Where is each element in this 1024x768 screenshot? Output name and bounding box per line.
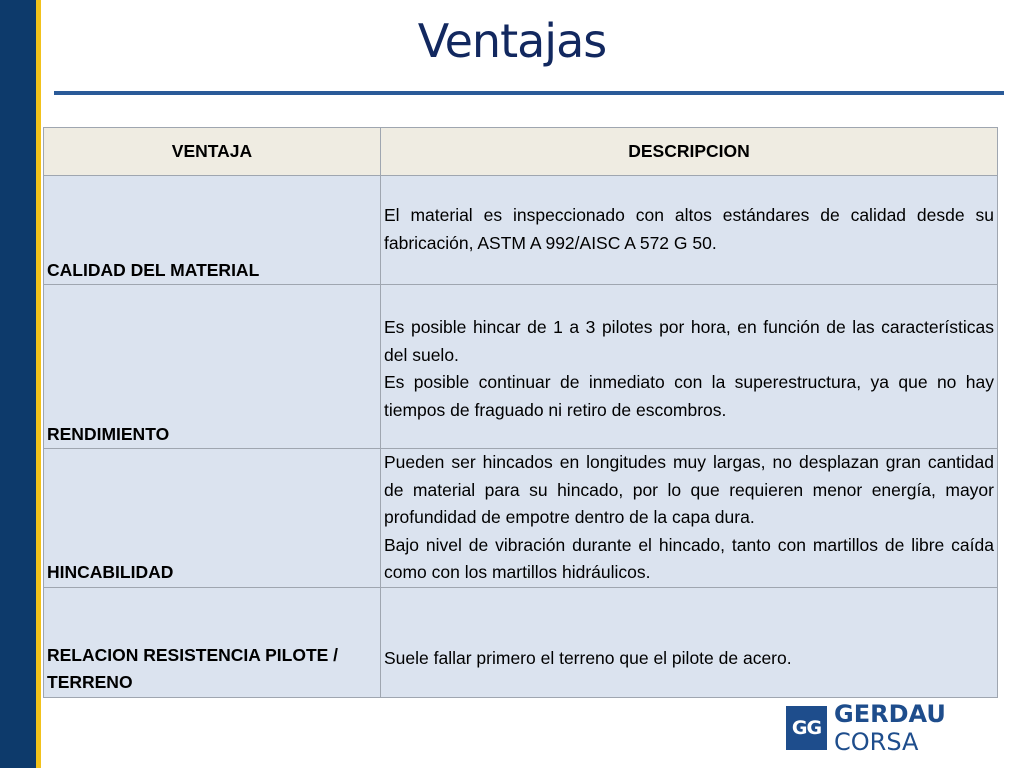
table-row <box>44 449 998 588</box>
header-descripcion: DESCRIPCION <box>381 128 998 176</box>
row-descripcion <box>381 449 998 588</box>
row-descripcion <box>381 176 998 285</box>
slide-title: Ventajas <box>417 14 607 68</box>
table-header-row <box>44 128 998 176</box>
logo-wordmark <box>834 700 1024 756</box>
advantages-table <box>43 127 998 698</box>
logo-brand-bold: GERDAU <box>834 700 946 728</box>
left-sidebar-bar <box>0 0 36 768</box>
table-row <box>44 285 998 449</box>
logo-brand-light: CORSA <box>834 728 919 756</box>
left-accent-stripe <box>36 0 41 768</box>
row-descripcion <box>381 285 998 449</box>
description-paragraph: El material es inspeccionado con altos estándares de calidad desde su fabricación, ASTM A 992/AISC A 572 G 50. <box>384 205 994 253</box>
gerdau-corsa-logo <box>786 700 1024 756</box>
row-ventaja: RENDIMIENTO <box>44 285 381 449</box>
title-underline <box>54 91 1004 95</box>
description-paragraph: Es posible continuar de inmediato con la superestructura, ya que no hay tiempos de fraguado ni retiro de escombros. <box>384 372 994 420</box>
description-paragraph: Pueden ser hincados en longitudes muy largas, no desplazan gran cantidad de material para su hincado, por lo que requieren menor energía, mayor profundidad de empotre dentro de la capa dura. <box>384 452 994 527</box>
description-paragraph: Suele fallar primero el terreno que el pilote de acero. <box>384 648 792 668</box>
gerdau-logo-icon: GG <box>786 706 827 750</box>
table-row <box>44 587 998 697</box>
header-ventaja: VENTAJA <box>44 128 381 176</box>
row-ventaja: RELACION RESISTENCIA PILOTE / TERRENO <box>44 587 381 697</box>
row-descripcion <box>381 587 998 697</box>
description-paragraph: Bajo nivel de vibración durante el hincado, tanto con martillos de libre caída como con los martillos hidráulicos. <box>384 534 994 582</box>
row-ventaja: CALIDAD DEL MATERIAL <box>44 176 381 285</box>
row-ventaja: HINCABILIDAD <box>44 449 381 588</box>
table-row <box>44 176 998 285</box>
description-paragraph: Es posible hincar de 1 a 3 pilotes por hora, en función de las características del suelo. <box>384 317 994 365</box>
